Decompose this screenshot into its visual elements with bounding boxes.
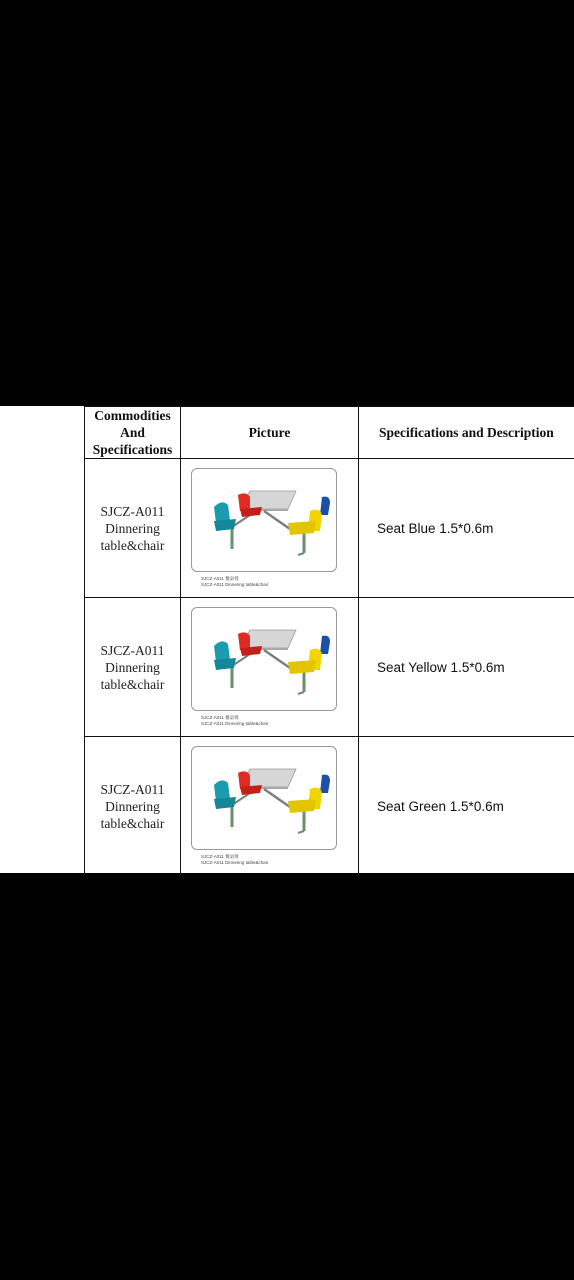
product-name-line2: table&chair <box>100 537 165 553</box>
product-model: SJCZ-A011 <box>100 781 165 797</box>
product-image <box>191 468 337 572</box>
product-image <box>191 746 337 850</box>
header-picture: Picture <box>181 407 359 459</box>
image-caption: SJCZ-A011 餐桌椅 SJCZ-A011 Dinnering table&chair <box>201 576 269 587</box>
product-name-line2: table&chair <box>100 815 165 831</box>
table-row <box>85 598 574 737</box>
picture-cell <box>181 598 359 737</box>
product-name-cell <box>85 737 181 874</box>
spec-table <box>84 406 574 873</box>
image-caption: SJCZ-A011 餐桌椅 SJCZ-A011 Dinnering table&chair <box>201 854 269 865</box>
table-chair-illustration <box>192 608 336 710</box>
image-caption: SJCZ-A011 餐桌椅 SJCZ-A011 Dinnering table&chair <box>201 715 269 726</box>
product-name-line1: Dinnering <box>105 659 160 675</box>
description-cell: Seat Yellow 1.5*0.6m <box>359 598 574 737</box>
table-row <box>85 737 574 874</box>
product-name-line1: Dinnering <box>105 798 160 814</box>
table-row <box>85 459 574 598</box>
header-specifications: Specifications and Description <box>359 407 574 459</box>
description-cell: Seat Blue 1.5*0.6m <box>359 459 574 598</box>
product-model: SJCZ-A011 <box>100 642 165 658</box>
product-name-line1: Dinnering <box>105 520 160 536</box>
table-chair-illustration <box>192 747 336 849</box>
product-model: SJCZ-A011 <box>100 503 165 519</box>
document-page <box>0 406 574 873</box>
product-name-cell <box>85 598 181 737</box>
product-name-cell <box>85 459 181 598</box>
description-cell: Seat Green 1.5*0.6m <box>359 737 574 874</box>
table-header-row <box>85 407 574 459</box>
picture-cell <box>181 737 359 874</box>
header-commodities: Commodities And Specifications <box>85 407 181 459</box>
product-image <box>191 607 337 711</box>
product-name-line2: table&chair <box>100 676 165 692</box>
table-chair-illustration <box>192 469 336 571</box>
picture-cell <box>181 459 359 598</box>
